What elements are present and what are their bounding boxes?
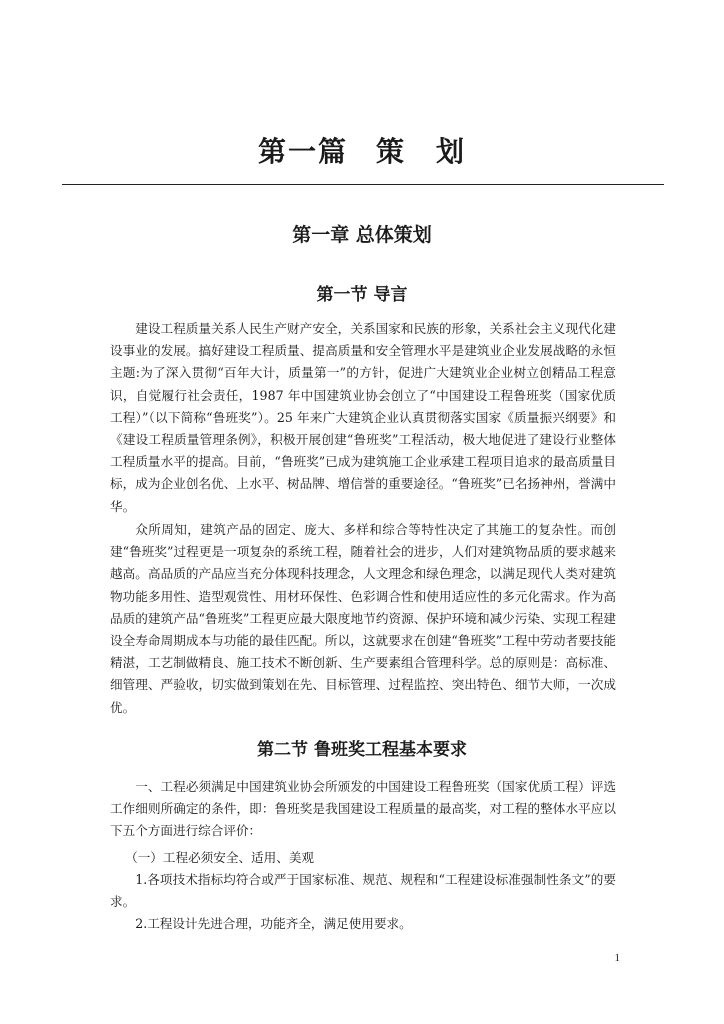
section-title-requirements: 第二节 鲁班奖工程基本要求 xyxy=(257,740,467,760)
part-title-label: 第一篇 xyxy=(257,135,348,168)
title-divider xyxy=(62,184,664,185)
page-number: 1 xyxy=(614,952,620,964)
part-title xyxy=(0,130,724,170)
part-title-name: 策 划 xyxy=(376,135,467,168)
chapter-title: 第一章 总体策划 xyxy=(292,224,432,246)
paragraph: 一、工程必须满足中国建筑业协会所颁发的中国建设工程鲁班奖（国家优质工程）评选工作细则所确定的条件，即：鲁班奖是我国建设工程质量的最高奖，对工程的整体水平应以下五个方面进行综合评价： xyxy=(110,779,616,839)
subheading: （一）工程必须安全、适用、美观 xyxy=(125,850,315,865)
section-title-introduction: 第一节 导言 xyxy=(316,285,408,305)
list-item: 2.工程设计先进合理，功能齐全，满足使用要求。 xyxy=(135,916,412,931)
paragraph: 众所周知，建筑产品的固定、庞大、多样和综合等特性决定了其施工的复杂性。而创建“鲁班奖”过程更是一项复杂的系统工程，随着社会的进步，人们对建筑物品质的要求越来越高。高品质的产品应当充分体现科技理念，人文理念和绿色理念，以满足现代人类对建筑物功能多用性、造型观赏性、用材环保性、色彩调合性和使用适应性的多元化需求。作为高品质的建筑产品“鲁班奖”工程更应最大限度地节约资源、保护环境和减少污染、实现工程建设全寿命周期成本与功能的最佳匹配。所以，这就要求在创建“鲁班奖”工程中劳动者要技能精湛，工艺制做精良、施工技术不断创新、生产要素组合管理科学。总的原则是：高标准、细管理、严验收，切实做到策划在先、目标管理、过程监控、突出特色、细节大师，一次成优。 xyxy=(110,522,616,715)
paragraph: 建设工程质量关系人民生产财产安全，关系国家和民族的形象，关系社会主义现代化建设事业的发展。搞好建设工程质量、提高质量和安全管理水平是建筑业企业发展战略的永恒主题:为了深入贯彻“百年大计，质量第一”的方针，促进广大建筑业企业树立创精品工程意识，自觉履行社会责任，1987 年中国建筑业协会创立了“中国建设工程鲁班奖（国家优质工程）”（以下简称“鲁班奖”）。25 年来广大建筑企业认真贯彻落实国家《质量振兴纲要》和《建设工程质量管理条例》，积极开展创建“鲁班奖”工程活动，极大地促进了建设行业整体工程质量水平的提高。目前，“鲁班奖”已成为建筑施工企业承建工程项目追求的最高质量目标，成为企业创名优、上水平、树品牌、增信誉的重要途径。“鲁班奖”已名扬神州，誉满中华。 xyxy=(110,321,616,514)
list-item: 1.各项技术指标均符合或严于国家标准、规范、规程和“工程建设标准强制性条文”的要求。 xyxy=(110,872,616,910)
